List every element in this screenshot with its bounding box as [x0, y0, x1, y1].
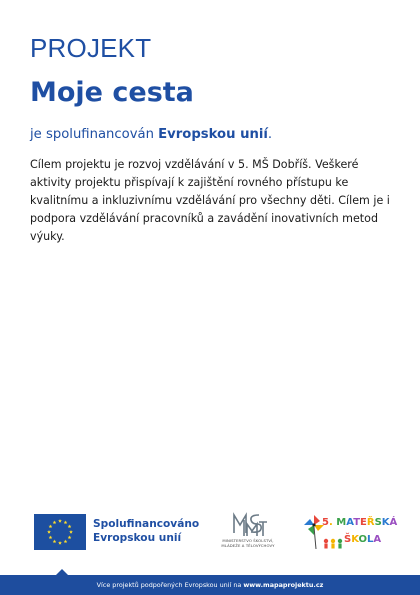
children-figures-icon: [324, 539, 342, 549]
school-name-letter: Š: [344, 534, 352, 545]
footer-label: Více projektů podpořených Evropskou unií na: [96, 581, 244, 589]
msmt-caption-line-1: MINISTERSTVO ŠKOLSTVÍ,: [222, 538, 274, 543]
school-name-letter: S: [374, 517, 382, 528]
school-name-line-1: [322, 517, 397, 529]
project-label: PROJEKT: [30, 33, 152, 63]
school-name-letter: L: [367, 534, 374, 545]
pinwheel-icon: [304, 515, 324, 549]
school-name-letter: A: [373, 534, 382, 545]
cofinancing-emphasis: Evropskou unií: [158, 127, 268, 142]
school-name-letter: O: [358, 534, 368, 545]
eu-cofinancing-logo-text: [93, 517, 199, 545]
school-name-letter: 5: [322, 517, 329, 528]
school-name-line-2: [344, 534, 381, 546]
cofinancing-suffix: .: [267, 127, 273, 142]
project-description: [30, 156, 398, 246]
school-name-letter: Ř: [366, 517, 375, 528]
footer-text: [0, 575, 420, 595]
school-name-letter: K: [351, 534, 359, 545]
school-name-letter: T: [353, 517, 361, 528]
eu-flag-icon: [34, 514, 86, 550]
school-name-letter: A: [346, 517, 354, 528]
cofinancing-line: [30, 126, 272, 144]
school-name-letter: E: [360, 517, 367, 528]
school-name-letter: .: [328, 517, 333, 528]
cofinancing-prefix: je spolufinancován: [30, 127, 159, 142]
logo-bar: [0, 505, 420, 560]
school-name-letter: Á: [389, 517, 398, 528]
eu-logo-line-1: Spolufinancováno: [93, 518, 200, 530]
project-title: Moje cesta: [30, 77, 194, 108]
footer-bar: [0, 575, 420, 595]
msmt-caption: [214, 538, 282, 548]
footer-link[interactable]: www.mapaprojektu.cz: [243, 581, 324, 589]
msmt-caption-line-2: MLÁDEŽE A TĚLOVÝCHOVY: [221, 543, 275, 548]
school-name-letter: K: [381, 517, 390, 528]
school-name-letter: M: [336, 517, 347, 528]
eu-logo-line-2: Evropskou unií: [93, 532, 182, 544]
description-paragraph: Cílem projektu je rozvoj vzdělávání v 5. MŠ Dobříš. Veškeré aktivity projektu přispívají k zajištění rovného přístupu ke kvalitnímu a inkluzivnímu vzdělávání pro všechny děti. Cílem je i podpora vzdělávání pracovníků a zavádění inovativních metod výuky.: [30, 158, 390, 243]
